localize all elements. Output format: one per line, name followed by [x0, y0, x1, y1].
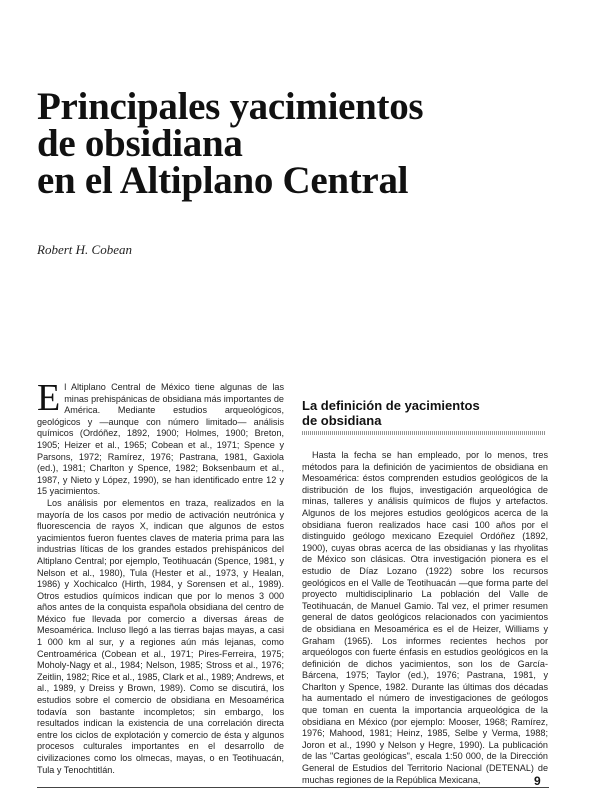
body-paragraph: Los análisis por elementos en traza, realizados en la mayoría de los casos por medio de activación neutrónica y fluorescencia de rayos X, indican que algunos de estos yacimientos fueron fuentes claves de materia prima para las industrias líticas de los grandes estados prehispánicos del Altiplano Central; por ejemplo, Teotihuacán (Spence, 1981, y Nelson et al., 1980), Tula (Hester et al., 1973, y Healan, 1986) y Xochicalco (Hirth, 1984, y Sorensen et al., 1989). Otros estudios químicos indican que por lo menos 3 000 años antes de la conquista española obsidiana del centro de México fue llevada por comercio a diversas áreas de Mesoamérica. Incluso llegó a las tierras bajas mayas, a casi 1 000 km al sur, y a regiones aún más lejanas, como Centroamérica (Cobean et al., 1971; Pires-Ferreira, 1975; Moholy-Nagy et al., 1984; Nelson, 1985; Stross et al., 1976; Zeitlin, 1982; Rice et al., 1985, Clark et al., 1989; Andrews, et al., 1989, y Dreiss y Brown, 1989). Como se discutirá, los estudios sobre el comercio de obsidiana en Mesoamérica todavía son bastante incompletos; sin embargo, los resultados indican la existencia de una correlación directa entre los ciclos de explotación y comercio de ésta y algunos procesos culturales importantes en el desarrollo de civilizaciones como los olmecas, mayas, o en Teotihuacán, Tula y Tenochtitlán.	[37, 497, 284, 775]
intro-paragraph	[37, 377, 284, 498]
title-line: en el Altiplano Central	[37, 159, 409, 202]
page-number: 9	[534, 774, 541, 788]
drop-cap: E	[37, 377, 61, 419]
body-paragraph: Hasta la fecha se han empleado, por lo menos, tres métodos para la definición de yacimientos de obsidiana en Mesoamérica: éstos comprenden estudios geológicos de la distribución de los flujos, investigación arqueológica de minas, talleres y análisis químicos de flujos y artefactos. Algunos de los mejores estudios geológicos acerca de la obsidiana fueron realizados hace casi 100 años por el distinguido geólogo mexicano Ezequiel Ordóñez (1892, 1900), cuyas obras acerca de las obsidianas y las rhyolitas de México son clásicas. Otra investigación pionera es el estudio de Díaz Lozano (1922) sobre los recursos geológicos en el Valle de Teotihuacán —que forma parte del proyecto multidisciplinario La población del Valle de Teotihuacán, de Manuel Gamio. Tal vez, el primer resumen general de datos geológicos relacionados con yacimientos de obsidiana en Mesoamérica es el de Heizer, Williams y Graham (1965). Los informes recientes hechos por arqueólogos con fuerte énfasis en estudios geológicos en la definición de dichos yacimientos, son los de García-Bárcena, 1975; Taylor (ed.), 1976; Pastrana, 1981, y Charlton y Spence, 1982. Durante las últimas dos décadas ha aumentado el número de investigaciones de geólogos que toman en cuenta la importancia arqueológica de la obsidiana en México (por ejemplo: Mooser, 1968; Ramírez, 1976; Mahood, 1981; Heinz, 1985, Selbe y Verma, 1988; Joron et al., 1990 y Nelson y Hegre, 1990). La publicación de las "Cartas geológicas", escala 1:50 000, de la Dirección General de Estudios del Territorio Nacional (DETENAL) de muchas regiones de la República Mexicana,	[302, 450, 548, 785]
heading-underline	[302, 431, 546, 435]
heading-line: de obsidiana	[302, 413, 382, 428]
intro-text: l Altiplano Central de México tiene algunas de las minas prehispánicas de obsidiana más importantes de América. Mediante estudios arqueológicos, geológicos y —aunque con número limitado— análisis químicos (Ordóñez, 1892, 1900; Holmes, 1900; Breton, 1905; Heizer et al., 1965; Cobean et al., 1971; Spence y Parsons, 1972; Ramírez, 1976; Pastrana, 1981, Gaxiola (ed.), 1981; Charlton y Spence, 1982; Boksenbaum et al., 1987, y Nieto y López, 1990), se han identificado entre 12 y 15 yacimientos.	[37, 382, 284, 497]
section-heading	[302, 398, 548, 428]
left-column	[37, 377, 284, 776]
title-line: de obsidiana	[37, 122, 243, 165]
right-column	[302, 450, 548, 786]
title-line: Principales yacimientos	[37, 85, 424, 128]
heading-line: La definición de yacimientos	[302, 398, 480, 413]
article-title	[37, 85, 557, 202]
footer-divider	[37, 787, 549, 788]
author-name: Robert H. Cobean	[37, 242, 132, 257]
